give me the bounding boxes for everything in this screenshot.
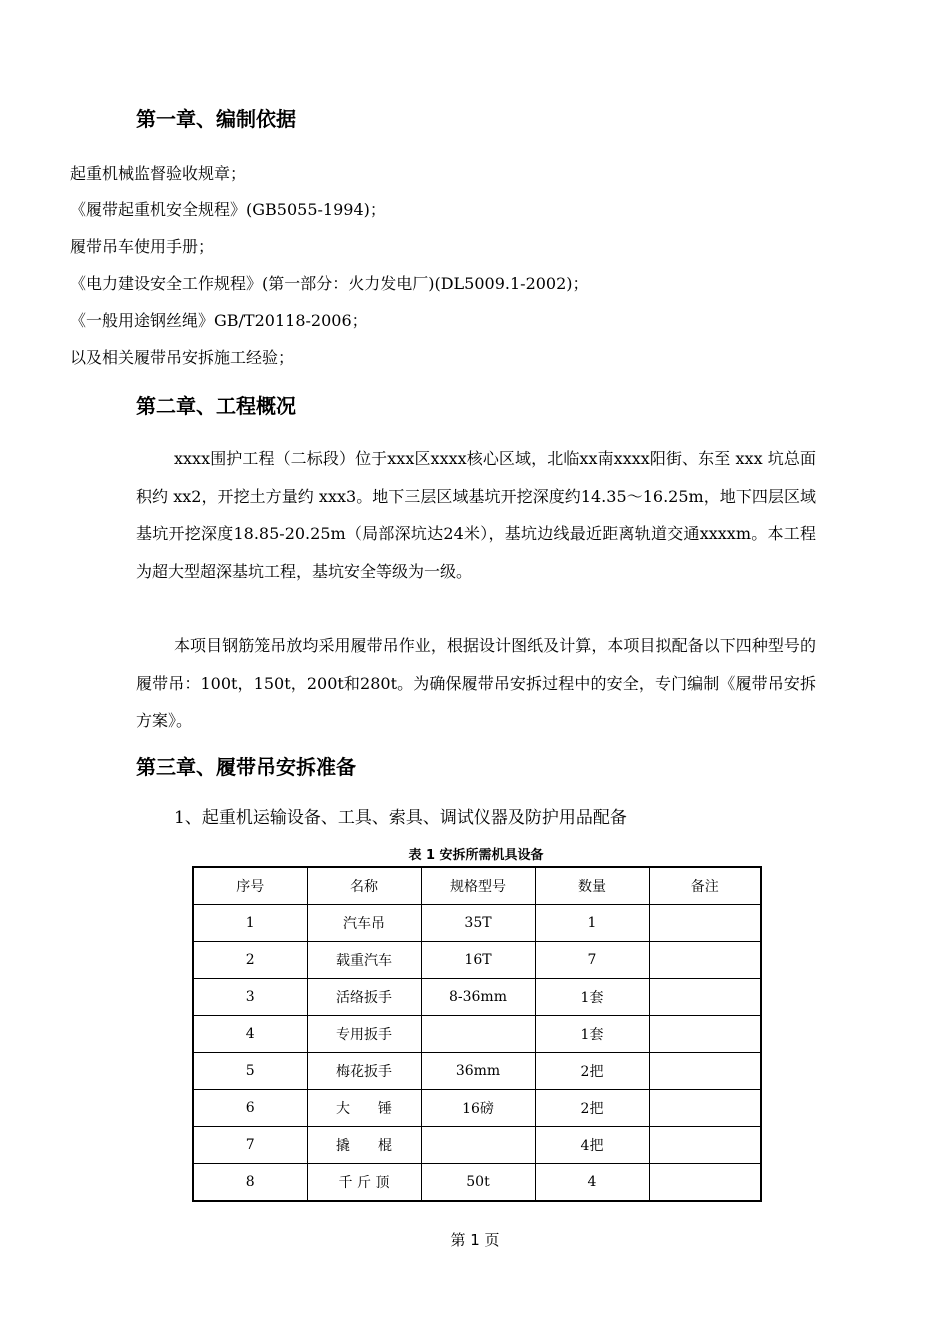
header-cell: 备注 bbox=[649, 867, 761, 905]
table-row bbox=[193, 979, 761, 1016]
table-cell: 大 锤 bbox=[307, 1090, 421, 1127]
table-cell: 4 bbox=[193, 1016, 307, 1053]
overview-paragraph-1: xxxx围护工程（二标段）位于xxx区xxxx核心区域，北临xx南xxxx阳街、东至 xxx 坑总面积约 xx2，开挖土方量约 xxx3。地下三层区域基坑开挖深度约14.35～16.25m，地下四层区域基坑开挖深度18.85-20.25m（局部深坑达24米），基坑边线最近距离轨道交通xxxxm。本工程为超大型超深基坑工程，基坑安全等级为一级。 bbox=[136, 449, 816, 581]
table-cell bbox=[649, 942, 761, 979]
table-cell: 7 bbox=[535, 942, 649, 979]
table-cell: 16T bbox=[421, 942, 535, 979]
table-cell bbox=[649, 1164, 761, 1202]
table-cell bbox=[421, 1016, 535, 1053]
table-cell bbox=[649, 905, 761, 942]
header-cell: 名称 bbox=[307, 867, 421, 905]
table-cell: 5 bbox=[193, 1053, 307, 1090]
table-cell: 2把 bbox=[535, 1090, 649, 1127]
overview-paragraph-2: 本项目钢筋笼吊放均采用履带吊作业，根据设计图纸及计算，本项目拟配备以下四种型号的履带吊：100t，150t，200t和280t。为确保履带吊安拆过程中的安全，专门编制《履带吊安拆方案》。 bbox=[136, 636, 816, 730]
table-row bbox=[193, 1164, 761, 1202]
table-cell: 活络扳手 bbox=[307, 979, 421, 1016]
table-cell: 7 bbox=[193, 1127, 307, 1164]
table-cell: 8 bbox=[193, 1164, 307, 1202]
table-row bbox=[193, 1016, 761, 1053]
chapter1-title: 第一章、编制依据 bbox=[136, 107, 296, 131]
table-cell bbox=[649, 1053, 761, 1090]
table-cell: 撬 棍 bbox=[307, 1127, 421, 1164]
table-cell: 36mm bbox=[421, 1053, 535, 1090]
table-cell: 4把 bbox=[535, 1127, 649, 1164]
table-cell: 2把 bbox=[535, 1053, 649, 1090]
table-cell: 梅花扳手 bbox=[307, 1053, 421, 1090]
table-cell bbox=[421, 1127, 535, 1164]
table-cell: 载重汽车 bbox=[307, 942, 421, 979]
table-cell bbox=[649, 1016, 761, 1053]
page-number: 第 1 页 bbox=[450, 1231, 500, 1249]
table-cell: 汽车吊 bbox=[307, 905, 421, 942]
table-cell bbox=[649, 1090, 761, 1127]
table-row bbox=[193, 1090, 761, 1127]
table-cell: 4 bbox=[535, 1164, 649, 1202]
basis-item-5: 《一般用途钢丝绳》GB/T20118-2006； bbox=[70, 311, 368, 330]
equipment-table bbox=[192, 866, 762, 1202]
table-cell: 50t bbox=[421, 1164, 535, 1202]
table-cell bbox=[649, 1127, 761, 1164]
equipment-subheading: 1、起重机运输设备、工具、索具、调试仪器及防护用品配备 bbox=[174, 808, 627, 828]
basis-item-4: 《电力建设安全工作规程》(第一部分：火力发电厂)(DL5009.1-2002)； bbox=[70, 274, 589, 293]
header-cell: 规格型号 bbox=[421, 867, 535, 905]
table-cell: 8-36mm bbox=[421, 979, 535, 1016]
table-cell bbox=[649, 979, 761, 1016]
header-cell: 序号 bbox=[193, 867, 307, 905]
chapter2-title: 第二章、工程概况 bbox=[136, 394, 296, 418]
table-cell: 1 bbox=[535, 905, 649, 942]
basis-item-6: 以及相关履带吊安拆施工经验； bbox=[70, 348, 295, 367]
table-header-row bbox=[193, 867, 761, 905]
header-cell: 数量 bbox=[535, 867, 649, 905]
table-cell: 35T bbox=[421, 905, 535, 942]
table-cell: 2 bbox=[193, 942, 307, 979]
table-row bbox=[193, 1053, 761, 1090]
table-cell: 16磅 bbox=[421, 1090, 535, 1127]
basis-item-3: 履带吊车使用手册； bbox=[70, 237, 215, 256]
table-row bbox=[193, 942, 761, 979]
table-caption: 表 1 安拆所需机具设备 bbox=[408, 848, 544, 863]
table-row bbox=[193, 905, 761, 942]
table-cell: 3 bbox=[193, 979, 307, 1016]
table-cell: 1套 bbox=[535, 979, 649, 1016]
chapter3-title: 第三章、履带吊安拆准备 bbox=[136, 755, 356, 779]
table-cell: 千 斤 顶 bbox=[307, 1164, 421, 1202]
table-cell: 专用扳手 bbox=[307, 1016, 421, 1053]
table-cell: 1套 bbox=[535, 1016, 649, 1053]
table-row bbox=[193, 1127, 761, 1164]
table-cell: 6 bbox=[193, 1090, 307, 1127]
basis-item-1: 起重机械监督验收规章； bbox=[70, 164, 247, 183]
basis-item-2: 《履带起重机安全规程》(GB5055-1994)； bbox=[70, 200, 386, 219]
table-cell: 1 bbox=[193, 905, 307, 942]
